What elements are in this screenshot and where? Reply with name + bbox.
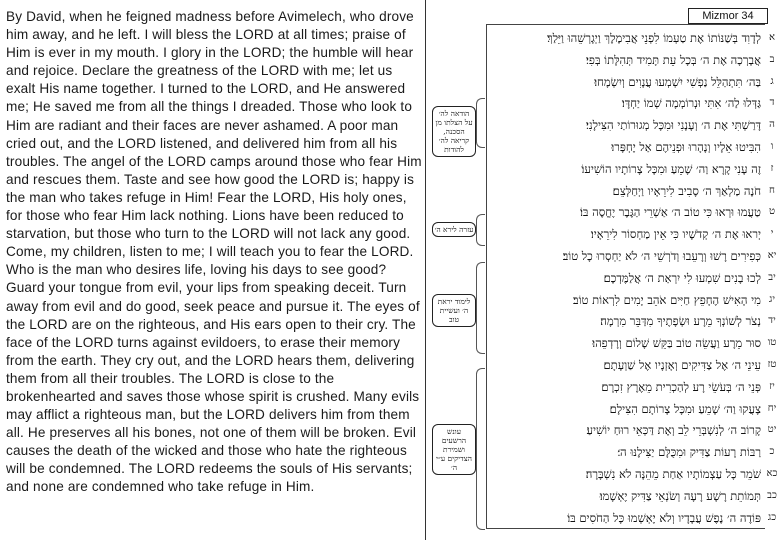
verse-number: יט bbox=[767, 424, 777, 436]
verse-number: כג bbox=[767, 511, 777, 523]
verse-text: אֲבָרְכָה אֶת ה׳ בְּכָל עֵת תָּמִיד תְּהִלָּתוֹ בְּפִי׃ bbox=[585, 52, 761, 67]
verse-row bbox=[487, 223, 779, 246]
verse-number: יז bbox=[769, 380, 775, 392]
verse-row bbox=[487, 376, 779, 399]
note-bracket bbox=[476, 368, 485, 530]
verse-row bbox=[487, 419, 779, 442]
verse-row bbox=[487, 463, 779, 486]
english-translation-text: By David, when he feigned madness before Avimelech, who drove him away, and he left. I will bless the LORD at all times; praise of Him is ever in my mouth. I glory in the LORD; the humble will hear and rejoice. Declare the greatness of the LORD with me; let us exalt His name together. I turned to the LORD, and He answered me; He saved me from all the things I dreaded. Those who look to Him are radiant and their faces are never ashamed. A poor man cried out, and the LORD listened, and delivered him from all his troubles. The angel of the LORD camps around those who fear Him and rescues them. Taste and see how good the LORD is; happy is the man who takes refuge in Him! Fear the LORD, His holy ones, for those who fear Him lack nothing. Lions have been reduced to starvation, but those who turn to the LORD will not lack any good. Come, my children, listen to me; I will teach you to fear the LORD. Who is the man who desires life, loving his days to see good? Guard your tongue from evil, your lips from speaking deceit. Turn away from evil and do good, seek peace and pursue it. The eyes of the LORD are on the righteous, and His ears open to their cry. The face of the LORD turns against evildoers, to erase their memory from the earth. They cry out, and the LORD hears them, delivering them from all their troubles. The LORD is close to the brokenhearted and saves those whose spirit is crushed. Many evils may afflict a righteous man, but the LORD delivers him from them all. He preserves all his bones, not one of them will be broken. Evil causes the death of the wicked and those who hate the righteous will be condemned. The LORD redeems the souls of His servants; and none are condemned who take refuge in Him. bbox=[6, 9, 422, 495]
verse-number: טז bbox=[767, 359, 777, 370]
verse-text: פּוֹדֶה ה׳ נֶפֶשׁ עֲבָדָיו וְלֹא יֶאְשְׁמוּ כָּל הַחֹסִים בּוֹ׃ bbox=[567, 510, 761, 525]
verses-box bbox=[486, 24, 778, 529]
verse-text: קָרוֹב ה׳ לְנִשְׁבְּרֵי לֵב וְאֶת דַּכְּאֵי רוּחַ יוֹשִׁיעַ׃ bbox=[586, 423, 761, 438]
verse-text: בַּה׳ תִּתְהַלֵּל נַפְשִׁי יִשְׁמְעוּ עֲנָוִים וְיִשְׂמָחוּ׃ bbox=[594, 74, 761, 89]
verse-number: ח bbox=[769, 184, 775, 196]
verse-row bbox=[487, 114, 779, 137]
verse-text: לְדָוִד בְּשַׁנּוֹתוֹ אֶת טַעְמוֹ לִפְנֵי אֲבִימֶלֶךְ וַיְגָרְשֵׁהוּ וַיֵּלַךְ׃ bbox=[547, 31, 761, 45]
verse-text: גַּדְּלוּ לַה׳ אִתִּי וּנְרוֹמְמָה שְׁמוֹ יַחְדָּו׃ bbox=[621, 96, 761, 111]
verse-text: לְכוּ בָנִים שִׁמְעוּ לִי יִרְאַת ה׳ אֲלַמֶּדְכֶם׃ bbox=[603, 270, 761, 285]
verse-number: יח bbox=[767, 402, 777, 414]
verse-number: כא bbox=[766, 468, 778, 479]
verse-row bbox=[487, 354, 779, 377]
verse-row bbox=[487, 245, 779, 268]
verse-text: כְּפִירִים רָשׁוּ וְרָעֵבוּ וְדֹרְשֵׁי ה׳ לֹא יַחְסְרוּ כָל טוֹב׃ bbox=[562, 249, 761, 263]
english-translation-panel bbox=[6, 8, 424, 533]
verse-number: יב bbox=[768, 271, 776, 283]
verse-number: י bbox=[770, 228, 774, 240]
verse-row bbox=[487, 310, 779, 333]
verse-row bbox=[487, 180, 779, 203]
verse-row bbox=[487, 92, 779, 115]
verse-row bbox=[487, 49, 779, 72]
verse-text: סוּר מֵרָע וַעֲשֵׂה טוֹב בַּקֵּשׁ שָׁלוֹם וְרָדְפֵהוּ׃ bbox=[592, 336, 761, 351]
verse-text: חֹנֶה מַלְאַךְ ה׳ סָבִיב לִירֵאָיו וַיְחַלְּצֵם׃ bbox=[612, 183, 761, 198]
verse-number: יג bbox=[769, 293, 775, 305]
verse-text: דָּרַשְׁתִּי אֶת ה׳ וְעָנָנִי וּמִכָּל מְגוּרוֹתַי הִצִּילָנִי׃ bbox=[585, 118, 761, 133]
verse-text: מִי הָאִישׁ הֶחָפֵץ חַיִּים אֹהֵב יָמִים לִרְאוֹת טוֹב׃ bbox=[573, 292, 761, 307]
verse-text: תְּמוֹתֵת רָשָׁע רָעָה וְשֹׂנְאֵי צַדִּיק יֶאְשָׁמוּ׃ bbox=[599, 488, 761, 503]
panel-divider bbox=[425, 0, 426, 540]
hebrew-text-panel bbox=[430, 0, 780, 540]
verse-number: ג bbox=[770, 75, 774, 87]
verse-row bbox=[487, 136, 779, 159]
verse-number: ה bbox=[769, 119, 775, 131]
verse-number: ז bbox=[770, 162, 774, 174]
psalm-number-label: Mizmor 34 bbox=[688, 8, 768, 24]
verse-row bbox=[487, 158, 779, 181]
verse-number: ט bbox=[768, 206, 776, 218]
verse-number: ד bbox=[769, 97, 775, 109]
verse-number: ב bbox=[769, 53, 775, 65]
verse-number: יד bbox=[768, 315, 776, 327]
verse-row bbox=[487, 441, 779, 464]
verse-number: ו bbox=[770, 141, 774, 152]
verse-text: צָעֲקוּ וַה׳ שָׁמֵעַ וּמִכָּל צָרוֹתָם הִצִּילָם׃ bbox=[609, 401, 761, 416]
verse-number: כב bbox=[767, 489, 777, 501]
verse-text: נְצֹר לְשׁוֹנְךָ מֵרָע וּשְׂפָתֶיךָ מִדַּבֵּר מִרְמָה׃ bbox=[600, 314, 761, 329]
verse-text: הִבִּיטוּ אֵלָיו וְנָהָרוּ וּפְנֵיהֶם אַל יֶחְפָּרוּ׃ bbox=[611, 140, 761, 154]
verse-row bbox=[487, 71, 779, 94]
verse-row bbox=[487, 485, 779, 508]
note-bracket bbox=[476, 262, 485, 354]
verse-number: א bbox=[768, 32, 775, 43]
verse-row bbox=[487, 267, 779, 290]
verse-row bbox=[487, 201, 779, 224]
note-bracket bbox=[476, 214, 485, 246]
margin-note: הודאה לה׳ על הצלתו מן הסכנה, קריאה לה׳ להודות bbox=[432, 106, 476, 157]
verse-row bbox=[487, 332, 779, 355]
verse-number: טו bbox=[767, 337, 777, 349]
verse-text: עֵינֵי ה׳ אֶל צַדִּיקִים וְאָזְנָיו אֶל שַׁוְעָתָם׃ bbox=[603, 358, 761, 372]
verse-text: שֹׁמֵר כָּל עַצְמוֹתָיו אַחַת מֵהֵנָּה לֹא נִשְׁבָּרָה׃ bbox=[585, 467, 761, 481]
verse-row bbox=[487, 398, 779, 421]
verse-row bbox=[487, 289, 779, 312]
verse-text: טַעֲמוּ וּרְאוּ כִּי טוֹב ה׳ אַשְׁרֵי הַגֶּבֶר יֶחֱסֶה בּוֹ׃ bbox=[579, 205, 761, 220]
verse-text: רַבּוֹת רָעוֹת צַדִּיק וּמִכֻּלָּם יַצִּילֶנּוּ ה׳׃ bbox=[617, 445, 761, 460]
verse-number: כ bbox=[769, 446, 775, 458]
note-bracket bbox=[476, 98, 485, 148]
verse-text: יְראוּ אֶת ה׳ קְדֹשָׁיו כִּי אֵין מַחְסוֹר לִירֵאָיו׃ bbox=[590, 227, 761, 242]
verse-text: פְּנֵי ה׳ בְּעֹשֵׂי רָע לְהַכְרִית מֵאֶרֶץ זִכְרָם׃ bbox=[601, 379, 761, 394]
verse-row bbox=[487, 507, 779, 530]
verse-text: זֶה עָנִי קָרָא וַה׳ שָׁמֵעַ וּמִכָּל צָרוֹתָיו הוֹשִׁיעוֹ׃ bbox=[581, 161, 761, 176]
margin-note: עזרה לירא ה׳ bbox=[432, 222, 476, 237]
verse-row bbox=[487, 27, 779, 50]
margin-note: לימוד יראת ה׳ ועשיית טוב bbox=[432, 294, 476, 327]
margin-note: עונש הרשעים ושמירת הצדיקים ע״י ה׳ bbox=[432, 424, 476, 475]
verse-number: יא bbox=[767, 250, 777, 261]
